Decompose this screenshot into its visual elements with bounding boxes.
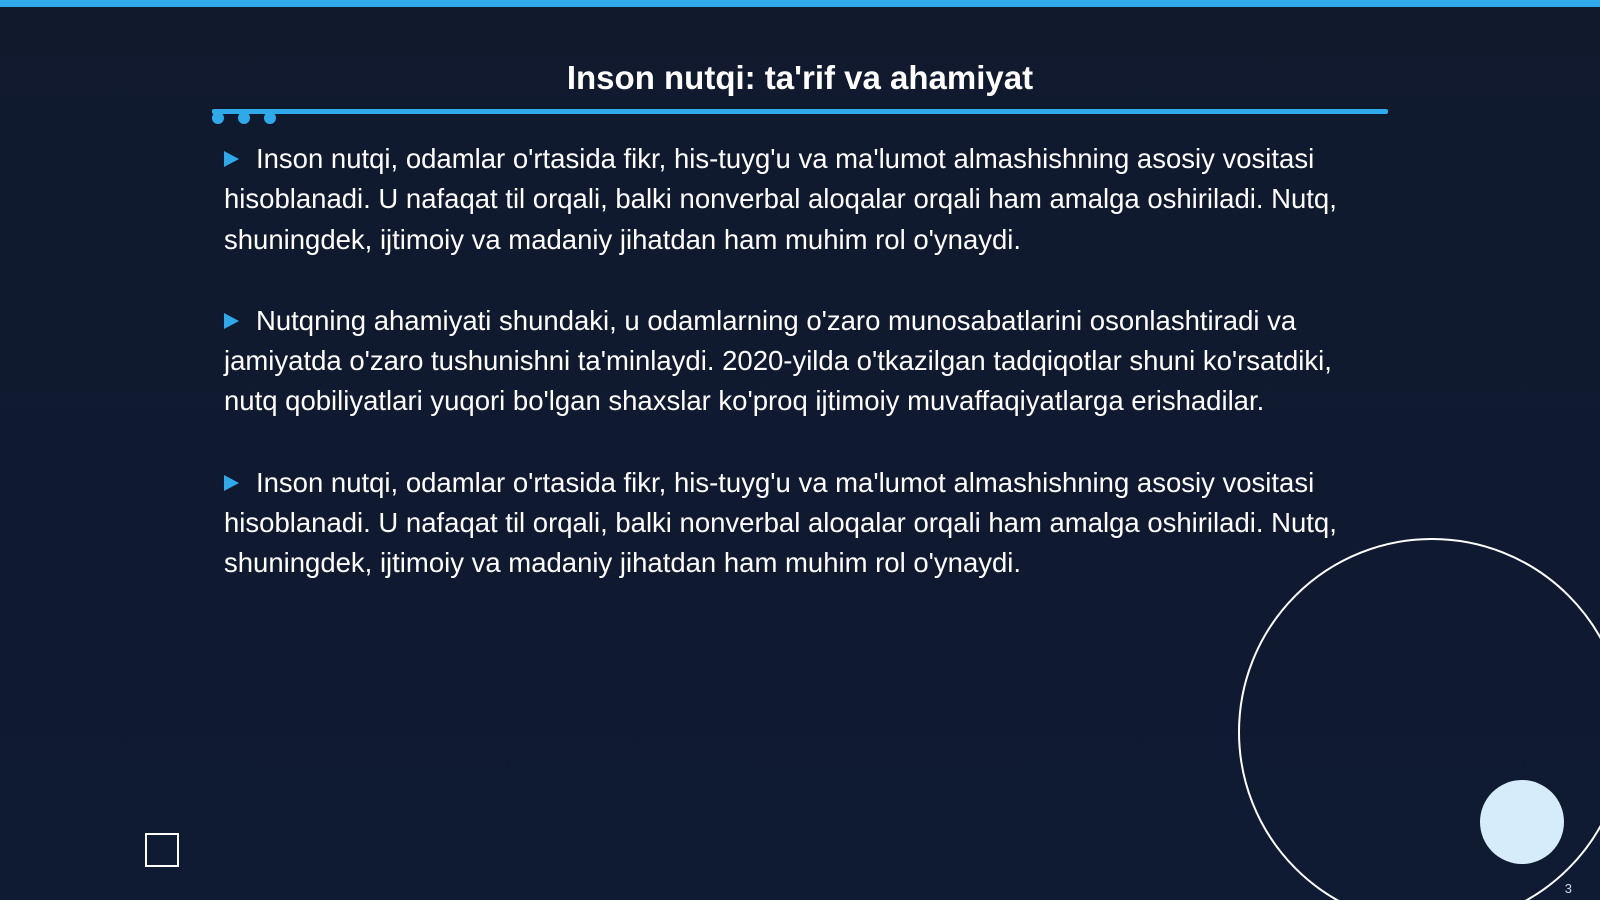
top-accent-bar	[0, 0, 1600, 7]
bullet-item	[224, 139, 1364, 260]
slide-title: Inson nutqi: ta'rif va ahamiyat	[566, 59, 1034, 96]
decorative-filled-circle	[1480, 780, 1564, 864]
decorative-dot	[212, 112, 224, 124]
decorative-dot	[264, 112, 276, 124]
title-underline	[212, 109, 1388, 114]
page-number: 3	[1564, 881, 1572, 896]
decorative-square	[145, 833, 179, 867]
triangle-right-icon	[224, 151, 239, 167]
bullet-text: Inson nutqi, odamlar o'rtasida fikr, his-tuyg'u va ma'lumot almashishning asosiy vositasi hisoblanadi. U nafaqat til orqali, balki nonverbal aloqalar orqali ham amalga oshiriladi. Nutq, shuningdek, ijtimoiy va madaniy jihatdan ham muhim rol o'ynaydi.	[224, 143, 1337, 255]
bullet-text: Nutqning ahamiyati shundaki, u odamlarning o'zaro munosabatlarini osonlashtiradi va jamiyatda o'zaro tushunishni ta'minlaydi. 2020-yilda o'tkazilgan tadqiqotlar shuni ko'rsatdiki, nutq qobiliyatlari yuqori bo'lgan shaxslar ko'proq ijtimoiy muvaffaqiyatlarga erishadilar.	[224, 304, 1332, 417]
bullet-text: Inson nutqi, odamlar o'rtasida fikr, his-tuyg'u va ma'lumot almashishning asosiy vositasi hisoblanadi. U nafaqat til orqali, balki nonverbal aloqalar orqali ham amalga oshiriladi. Nutq, shuningdek, ijtimoiy va madaniy jihatdan ham muhim rol o'ynaydi.	[224, 466, 1337, 579]
bullet-item	[224, 301, 1364, 422]
triangle-right-icon	[224, 475, 239, 491]
bullet-list	[224, 139, 1364, 625]
bullet-item	[224, 463, 1364, 584]
triangle-right-icon	[224, 313, 239, 329]
decorative-dot	[238, 112, 250, 124]
